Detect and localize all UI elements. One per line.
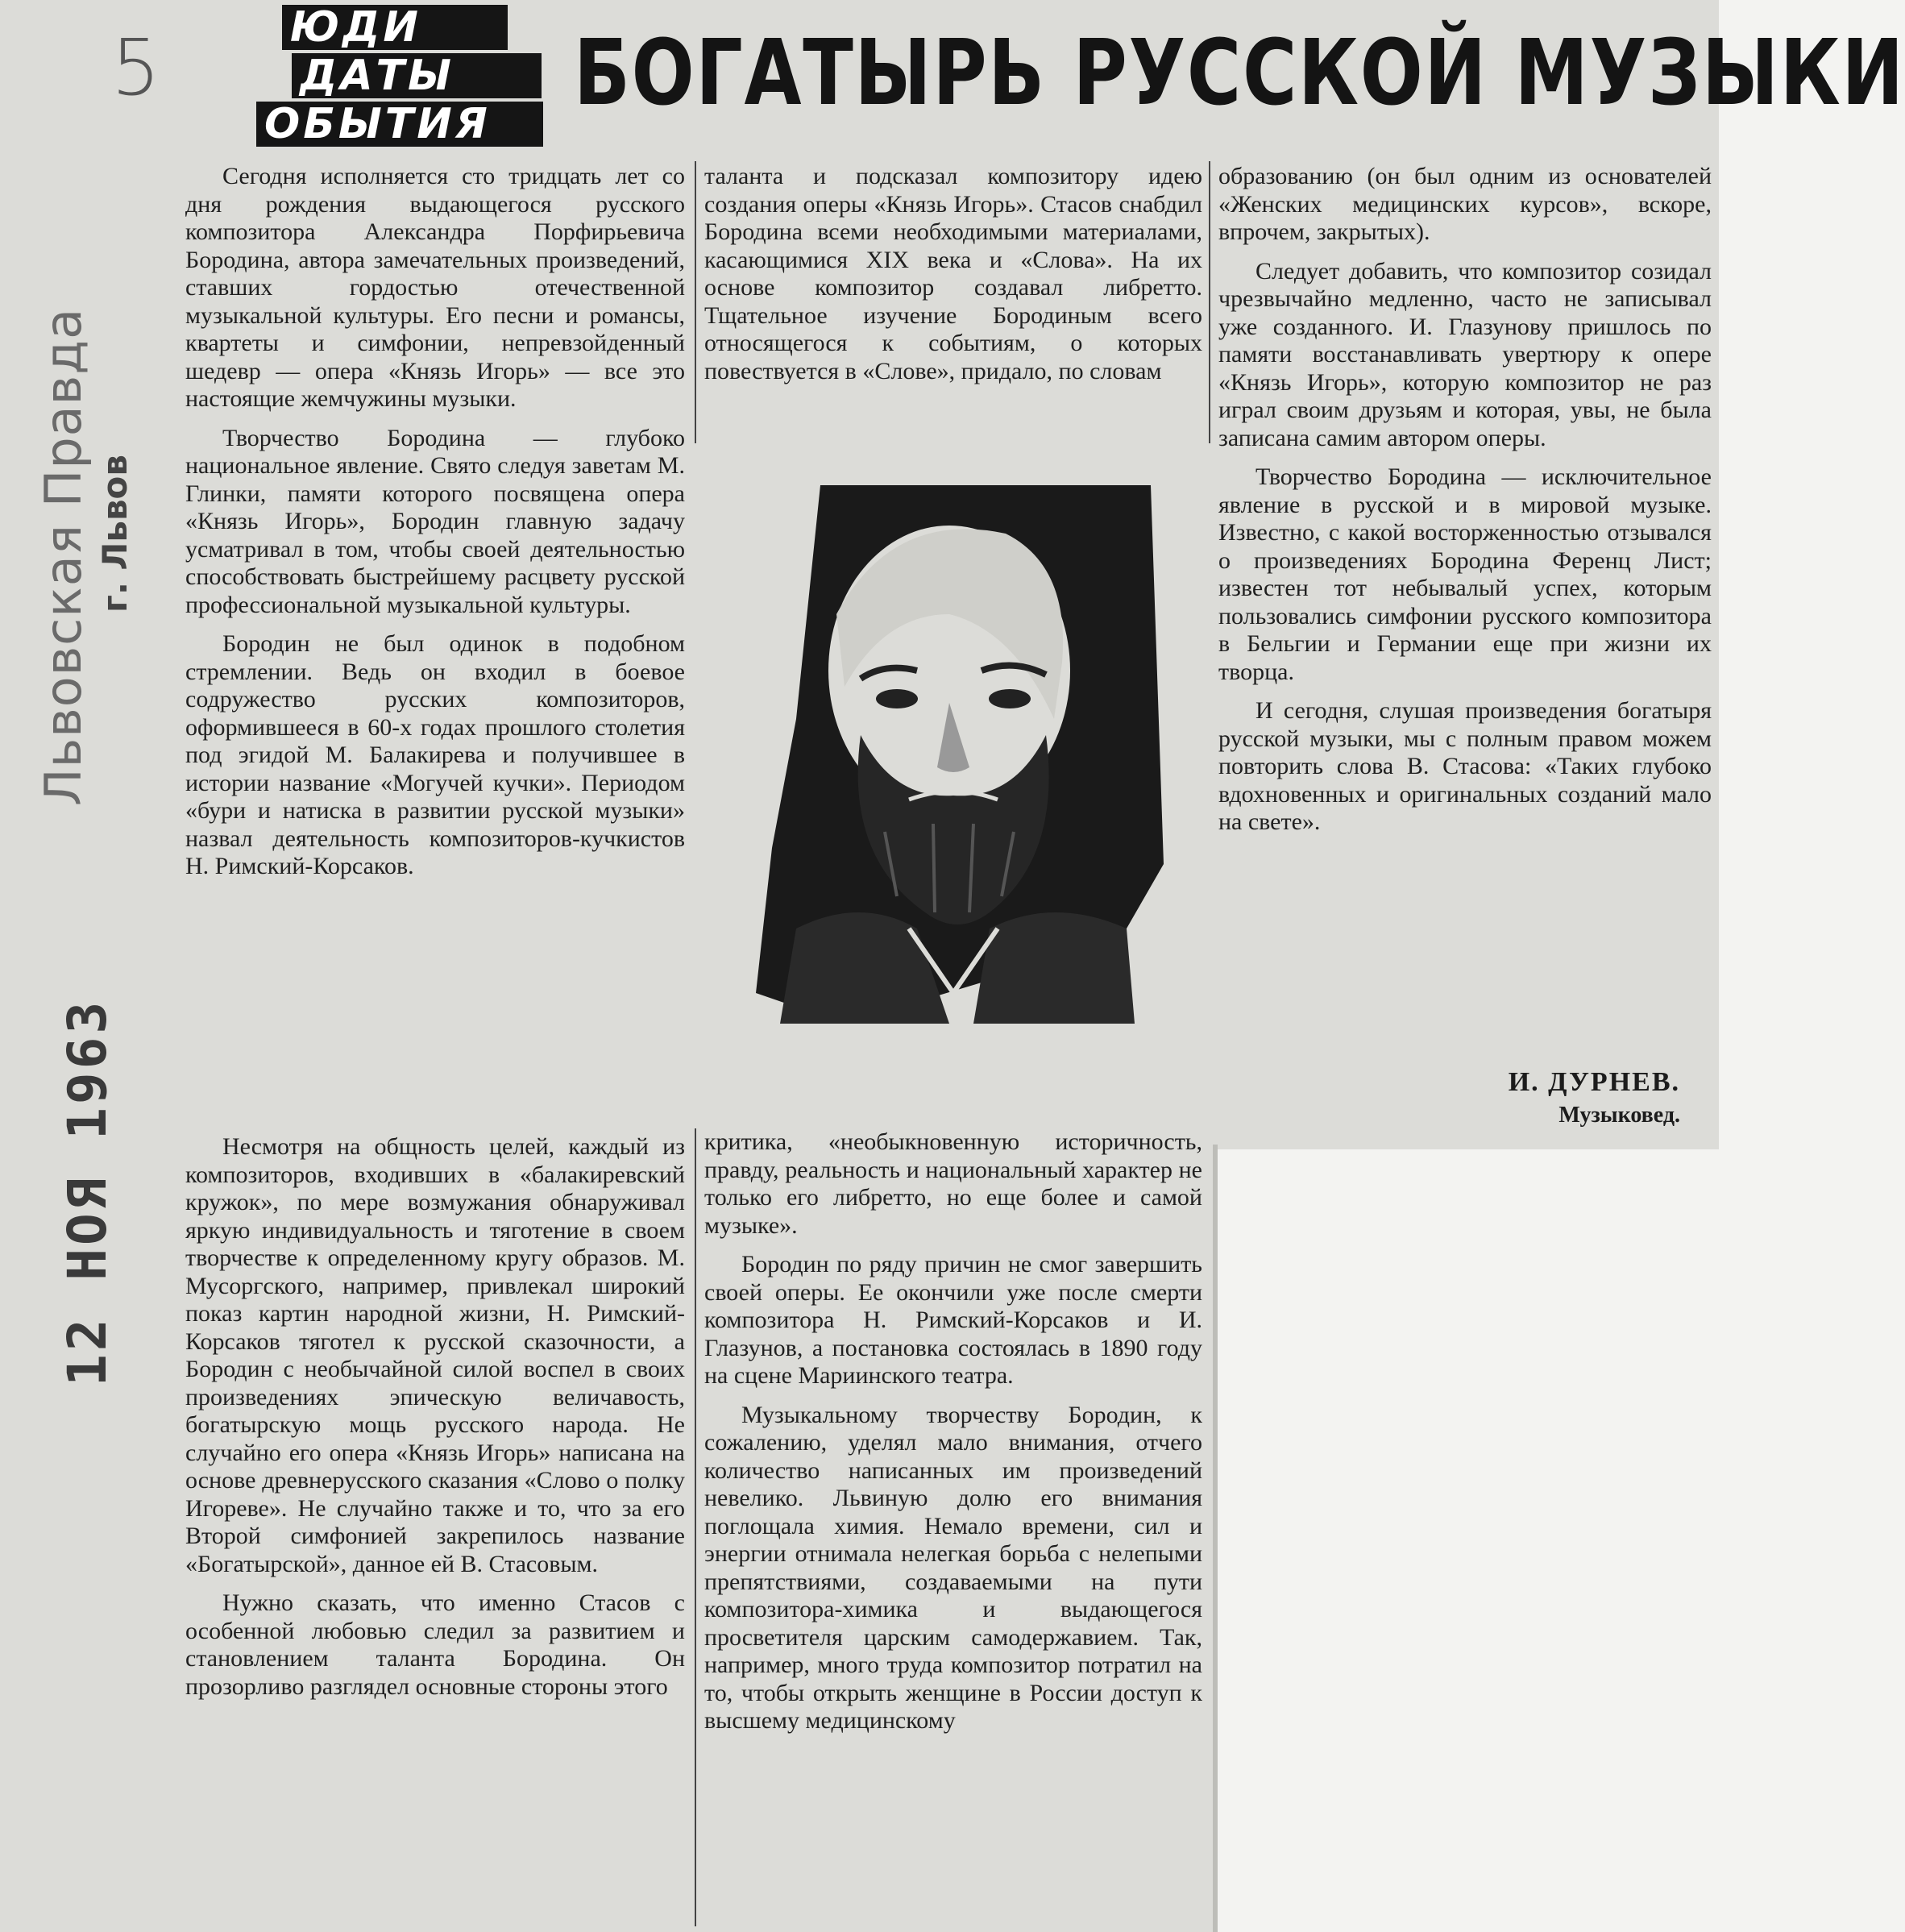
clipping-cut-edge (1213, 1145, 1218, 1932)
paragraph: Несмотря на общность целей, каждый из композиторов, входивших в «балакиревский кружок», по мере возмужания обнаруживал яркую индивидуальность и тяготение в своем творчестве к определенному кругу образов. М. Мусоргского, например, привлекал широкий показ картин народной жизни, Н. Римский-Корсаков тяготел к русской сказочности, а Бородин с необычайной силой воспел в своих произведениях эпическую величавость, богатырскую мощь русского народа. Не случайно его опера «Князь Игорь» написана на основе древнерусского сказания «Слово о полку Игореве». Не случайно также и то, что за его Второй симфонией закрепилось название «Богатырской», данное ей В. Стасовым. (185, 1133, 685, 1577)
rubric-logo-line: ЮДИ (282, 5, 508, 50)
article-column-2-upper (704, 163, 1202, 397)
column-rule (1209, 161, 1210, 443)
column-rule (695, 161, 696, 443)
paragraph: образованию (он был одним из основателей «Женских медицинских курсов», вскоре, впрочем, закрытых). (1218, 163, 1712, 245)
article-column-3 (1218, 163, 1712, 848)
portrait-engraving-icon (748, 477, 1164, 1024)
city-stamp: г. Львов (95, 455, 135, 613)
pencil-page-mark: 5 (111, 23, 161, 113)
author-role: Музыковед. (1558, 1103, 1680, 1128)
column-rule (695, 1128, 696, 1926)
paragraph: Следует добавить, что композитор созидал чрезвычайно медленно, часто не записывал уже созданного. И. Глазунову пришлось по памяти восстанавливать увертюру к опере «Князь Игорь», которую композитор не раз играл своим друзьям и которая, увы, не была записана самим автором оперы. (1218, 257, 1712, 451)
paragraph: И сегодня, слушая произведения богатыря русской музыки, мы с полным правом можем повторить слова В. Стасова: «Таких глубоко вдохновенных и оригинальных созданий мало на свете». (1218, 697, 1712, 835)
paragraph: таланта и подсказал композитору идею создания оперы «Князь Игорь». Стасов снабдил Бородина всеми необходимыми материалами, касающимися XIX века и «Слова». На их основе композитор создавал либретто. Тщательное изучение Бородиным всего относящегося к событиям, о которых повествуется в «Слове», придало, по словам (704, 163, 1202, 384)
rubric-logo-line: ОБЫТИЯ (256, 102, 543, 147)
paragraph: Нужно сказать, что именно Стасов с особенной любовью следил за развитием и становлением таланта Бородина. Он прозорливо разглядел основные стороны этого (185, 1589, 685, 1700)
paragraph: Музыкальному творчеству Бородин, к сожалению, уделял мало внимания, отчего количество написанных им произведений невелико. Львиную долю его внимания поглощала химия. Немало времени, сил и энергии отнимала нелегкая борьба с нелепыми препятствиями, создаваемыми на пути композитора-химика и выдающегося просветителя царским самодержавием. Так, например, много труда композитор потратил на то, чтобы открыть женщине в России доступ к высшему медицинскому (704, 1401, 1202, 1734)
article-column-2-lower (704, 1128, 1202, 1747)
article-column-1-lower (185, 1133, 685, 1712)
rubric-logo-line: ДАТЫ (292, 53, 542, 98)
article-column-1 (185, 163, 685, 892)
paragraph: Бородин не был одинок в подобном стремлении. Ведь он входил в боевое содружество русских композиторов, оформившееся в 60-х годах прошлого столетия под эгидой М. Балакирева и получившее в истории название «Могучей кучки». Периодом «бури и натиска в развитии русской музыки» назвал деятельность композиторов-кучкистов Н. Римский-Корсаков. (185, 630, 685, 879)
paragraph: Сегодня исполняется сто тридцать лет со дня рождения выдающегося русского композитора Александра Порфирьевича Бородина, автора замечательных произведений, ставших гордостью отечественной музыкальной культуры. Его песни и романсы, квартеты и симфонии, непревзойденный шедевр — опера «Князь Игорь» — все это настоящие жемчужины музыки. (185, 163, 685, 412)
date-stamp: 12 НОЯ 1963 (56, 998, 118, 1386)
article-headline: БОГАТЫРЬ РУССКОЙ МУЗЫКИ (574, 21, 1905, 126)
rubric-logo (240, 5, 553, 148)
newspaper-name-stamp: Львовская Правда (34, 307, 93, 806)
paragraph: критика, «необыкновенную историчность, правду, реальность и национальный характер не только его либретто, но еще более и самой музыке». (704, 1128, 1202, 1239)
paragraph: Творчество Бородина — исключительное явление в русской и в мировой музыке. Известно, с какой восторженностью отзывался о произведениях Бородина Ференц Лист; известен тот небывалый успех, которым пользовались симфонии русского композитора в Бельгии и Германии еще при жизни их творца. (1218, 463, 1712, 685)
paragraph: Творчество Бородина — глубоко национальное явление. Свято следуя заветам М. Глинки, памяти которого посвящена опера «Князь Игорь», Бородин главную задачу усматривал в том, чтобы своей деятельностью способствовать быстрейшему расцвету русской профессиональной музыкальной культуры. (185, 424, 685, 618)
article-signature (1509, 1067, 1680, 1128)
author-name: И. ДУРНЕВ. (1508, 1067, 1680, 1097)
paragraph: Бородин по ряду причин не смог завершить своей оперы. Ее окончили уже после смерти композитора Н. Римский-Корсаков и И. Глазунов, а постановка состоялась в 1890 году на сцене Мариинского театра. (704, 1251, 1202, 1389)
